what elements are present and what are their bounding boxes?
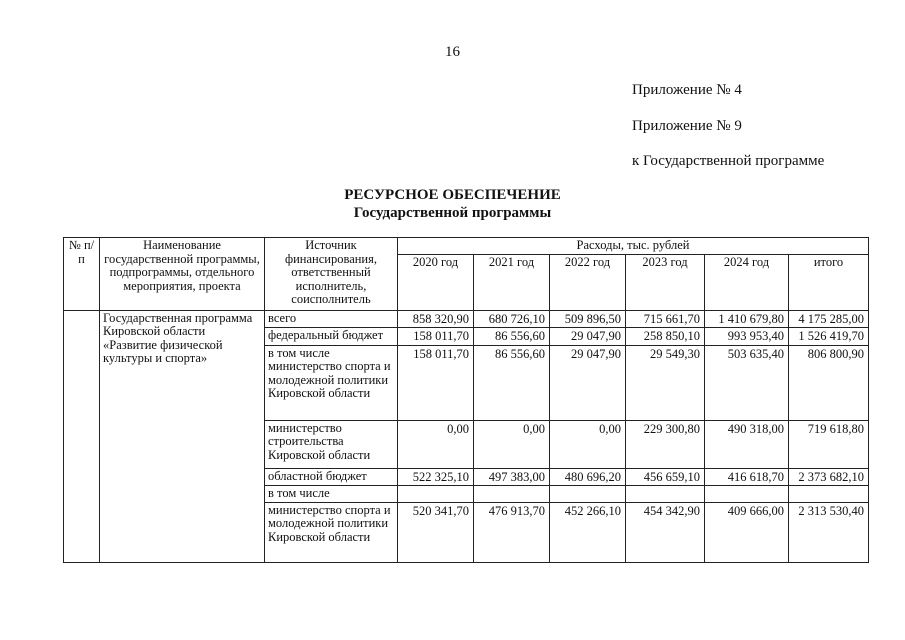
value-cell (550, 486, 626, 503)
year-2020: 2020 год (398, 254, 474, 310)
value-cell (474, 486, 550, 503)
row-number-cell (64, 310, 100, 562)
value-cell (789, 486, 869, 503)
value-cell: 522 325,10 (398, 468, 474, 486)
document-subtitle: Государственной программы (353, 205, 552, 221)
value-cell: 29 549,30 (626, 345, 705, 420)
value-cell: 452 266,10 (550, 502, 626, 562)
value-cell: 29 047,90 (550, 328, 626, 346)
value-cell: 503 635,40 (705, 345, 789, 420)
value-cell: 86 556,60 (474, 345, 550, 420)
value-cell: 0,00 (474, 420, 550, 468)
value-cell: 858 320,90 (398, 310, 474, 328)
value-cell: 680 726,10 (474, 310, 550, 328)
value-cell: 86 556,60 (474, 328, 550, 346)
header-num: № п/п (64, 238, 100, 311)
year-total: итого (789, 254, 869, 310)
value-cell: 476 913,70 (474, 502, 550, 562)
value-cell: 1 526 419,70 (789, 328, 869, 346)
value-cell: 509 896,50 (550, 310, 626, 328)
value-cell: 229 300,80 (626, 420, 705, 468)
document-title: РЕСУРСНОЕ ОБЕСПЕЧЕНИЕ (344, 187, 561, 203)
value-cell: 456 659,10 (626, 468, 705, 486)
value-cell: 715 661,70 (626, 310, 705, 328)
value-cell: 520 341,70 (398, 502, 474, 562)
source-cell: всего (265, 310, 398, 328)
year-2023: 2023 год (626, 254, 705, 310)
source-cell: министерство строительства Кировской области (265, 420, 398, 468)
value-cell: 409 666,00 (705, 502, 789, 562)
value-cell: 258 850,10 (626, 328, 705, 346)
program-name: Государственная программа Кировской области «Развитие физической культуры и спорта» (100, 310, 265, 562)
header-expenses: Расходы, тыс. рублей (398, 238, 869, 255)
value-cell: 480 696,20 (550, 468, 626, 486)
appendix-4-label: Приложение № 4 (632, 82, 742, 98)
appendix-9-label: Приложение № 9 (632, 118, 742, 134)
header-source: Источник финансирования, ответственный исполнитель, соисполнитель (265, 238, 398, 311)
source-cell: в том числе министерство спорта и молодежной политики Кировской области (265, 345, 398, 420)
value-cell: 2 373 682,10 (789, 468, 869, 486)
value-cell: 1 410 679,80 (705, 310, 789, 328)
value-cell: 158 011,70 (398, 328, 474, 346)
value-cell: 719 618,80 (789, 420, 869, 468)
resource-table (63, 237, 869, 563)
source-cell: областной бюджет (265, 468, 398, 486)
year-2022: 2022 год (550, 254, 626, 310)
value-cell: 2 313 530,40 (789, 502, 869, 562)
value-cell (705, 486, 789, 503)
value-cell: 0,00 (398, 420, 474, 468)
value-cell: 497 383,00 (474, 468, 550, 486)
value-cell: 29 047,90 (550, 345, 626, 420)
value-cell (398, 486, 474, 503)
header-name: Наименование государственной программы, подпрограммы, отдельного мероприятия, проекта (100, 238, 265, 311)
source-cell: федеральный бюджет (265, 328, 398, 346)
source-cell: министерство спорта и молодежной политики Кировской области (265, 502, 398, 562)
value-cell: 490 318,00 (705, 420, 789, 468)
value-cell: 806 800,90 (789, 345, 869, 420)
year-2024: 2024 год (705, 254, 789, 310)
value-cell: 158 011,70 (398, 345, 474, 420)
program-reference: к Государственной программе (632, 153, 825, 169)
year-2021: 2021 год (474, 254, 550, 310)
value-cell: 4 175 285,00 (789, 310, 869, 328)
value-cell: 454 342,90 (626, 502, 705, 562)
value-cell: 0,00 (550, 420, 626, 468)
table-row (64, 310, 869, 328)
header-row (64, 238, 869, 255)
value-cell (626, 486, 705, 503)
source-cell: в том числе (265, 486, 398, 503)
value-cell: 416 618,70 (705, 468, 789, 486)
page-number: 16 (445, 44, 460, 60)
value-cell: 993 953,40 (705, 328, 789, 346)
